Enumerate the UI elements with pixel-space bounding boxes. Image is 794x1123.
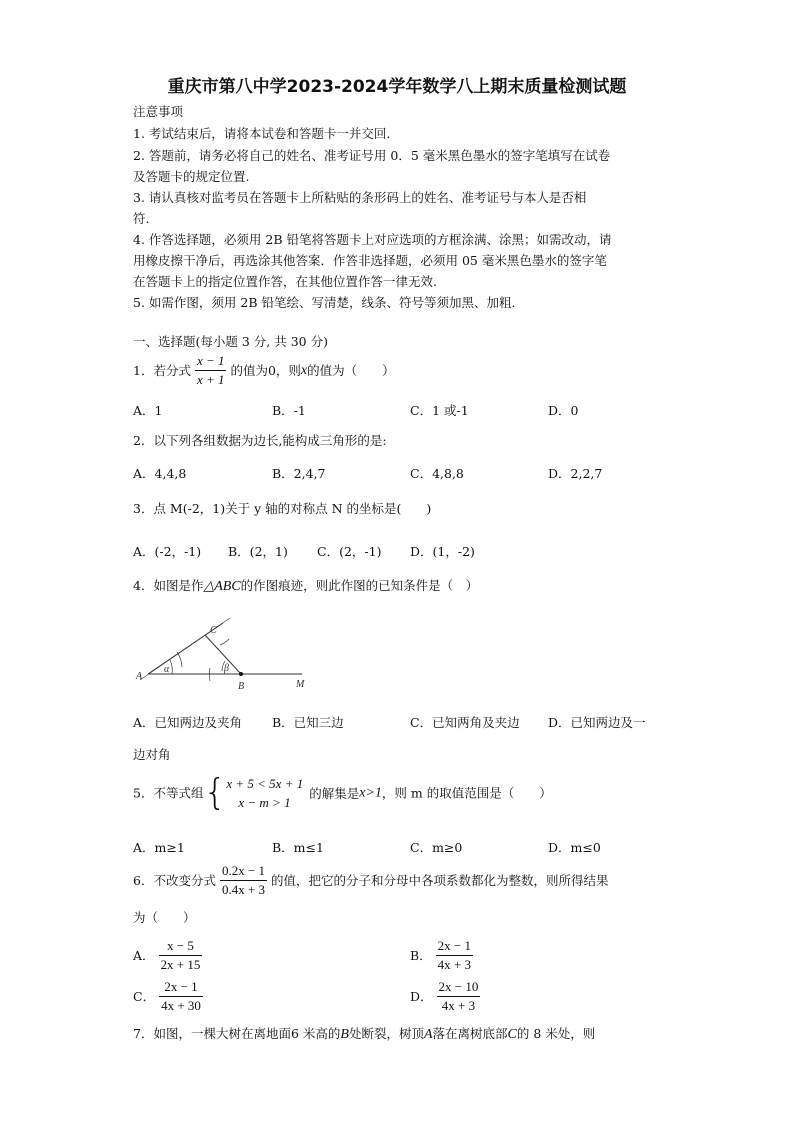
- label-beta: β: [224, 663, 229, 674]
- q4-triangle: △ABC: [203, 579, 241, 594]
- q7-text: 落在离树底部: [432, 1026, 508, 1041]
- question-6-cont: 为（ ）: [133, 910, 196, 925]
- option: B．2,4,7: [272, 466, 326, 481]
- notice-item: 用橡皮擦干净后，再选涂其他答案．作答非选择题，必须用 05 毫米黑色墨水的签字笔: [133, 253, 607, 268]
- option-label: A．: [133, 948, 155, 963]
- option: D．2,2,7: [548, 466, 603, 481]
- q5-text: 5．不等式组: [133, 785, 204, 801]
- option-label: D．: [410, 989, 433, 1004]
- notice-item: 及答题卡的规定位置.: [133, 169, 250, 184]
- q6-fraction: [220, 862, 267, 899]
- option-label: C．: [133, 989, 156, 1004]
- notice-item: 符.: [133, 211, 150, 226]
- option: A．1: [133, 403, 163, 418]
- q4-text: 4．如图是作: [133, 578, 204, 593]
- option: B．(2，1): [228, 544, 288, 559]
- option-label: B．: [410, 948, 432, 963]
- q5-text: 的解集是: [309, 785, 360, 801]
- q1-text: 的值为0，则: [230, 363, 301, 378]
- notice-item: 5. 如需作图，须用 2B 铅笔绘、写清楚，线条、符号等须加黑、加粗.: [133, 295, 516, 310]
- option: B．m≤1: [272, 840, 324, 855]
- numerator: 2x − 1: [159, 978, 203, 997]
- q1-var: x: [300, 363, 308, 378]
- construction-figure: [130, 605, 315, 700]
- option: B．已知三边: [272, 715, 344, 730]
- q6-text: 6．不改变分式: [133, 873, 216, 888]
- q7-text: 7．如图，一棵大树在离地面6 米高的: [133, 1026, 341, 1041]
- option: A．已知两边及夹角: [133, 715, 243, 730]
- question-4: [133, 577, 478, 595]
- option: C．1 或-1: [410, 403, 469, 418]
- option: A．4,4,8: [133, 466, 187, 481]
- option: D．0: [548, 403, 579, 418]
- question-7: [133, 1025, 595, 1043]
- option: A．m≥1: [133, 840, 185, 855]
- question-3: 3．点 M(-2，1)关于 y 轴的对称点 N 的坐标是( ): [133, 501, 432, 516]
- question-1: [133, 352, 395, 389]
- option: C．已知两角及夹边: [410, 715, 520, 730]
- notice-item: 2. 答题前，请务必将自己的姓名、准考证号用 0．5 毫米黑色墨水的签字笔填写在试卷: [133, 148, 611, 163]
- q5-text: ，则 m 的取值范围是（ ）: [381, 785, 552, 801]
- q7-point-c: C: [507, 1027, 517, 1042]
- notice-item: 1. 考试结束后，请将本试卷和答题卡一并交回.: [133, 126, 391, 141]
- label-B: B: [238, 681, 245, 692]
- question-6: [133, 862, 609, 899]
- q4-text: 的作图痕迹，则此作图的已知条件是（ ）: [240, 578, 479, 593]
- option-fraction: [159, 937, 203, 974]
- label-A: A: [136, 671, 143, 682]
- q7-point-a: A: [423, 1027, 433, 1042]
- option-b: [410, 937, 473, 974]
- label-M: M: [296, 679, 305, 690]
- option-continued: 边对角: [133, 747, 171, 762]
- q7-text: 处断裂，树顶: [348, 1026, 424, 1041]
- option-fraction: [436, 937, 473, 974]
- brace-symbol: {: [203, 772, 227, 813]
- q1-fraction: [195, 352, 227, 389]
- option: C．4,8,8: [410, 466, 464, 481]
- option: D．m≤0: [548, 840, 601, 855]
- q5-condition: x>1: [359, 785, 382, 801]
- option: C．(2，-1): [317, 544, 382, 559]
- q1-numerator: x − 1: [195, 352, 227, 371]
- option-c: [133, 978, 203, 1015]
- option-a: [133, 937, 202, 974]
- numerator: 2x − 10: [437, 978, 481, 997]
- numerator: x − 5: [159, 937, 203, 956]
- q6-text: 的值，把它的分子和分母中各项系数都化为整数，则所得结果: [271, 873, 609, 888]
- notice-item: 3. 请认真核对监考员在答题卡上所粘贴的条形码上的姓名、准考证号与本人是否相: [133, 190, 587, 205]
- numerator: 2x − 1: [436, 937, 473, 956]
- page-title: 重庆市第八中学2023-2024学年数学八上期末质量检测试题: [167, 77, 627, 97]
- q7-text: 的 8 米处，则: [516, 1026, 596, 1041]
- q6-numerator: 0.2x − 1: [220, 862, 267, 881]
- question-5: [133, 774, 552, 812]
- q1-denominator: x + 1: [196, 372, 225, 387]
- label-alpha: α: [164, 664, 170, 675]
- question-2: 2．以下列各组数据为边长,能构成三角形的是:: [133, 433, 387, 448]
- option-fraction: [159, 978, 203, 1015]
- q7-point-b: B: [340, 1027, 349, 1042]
- option: D．(1，-2): [410, 544, 475, 559]
- section-heading: 一、选择题(每小题 3 分, 共 30 分): [133, 334, 328, 349]
- option: C．m≥0: [410, 840, 463, 855]
- option: A．(-2，-1): [133, 544, 202, 559]
- label-C: C: [210, 625, 217, 636]
- option-d: [410, 978, 480, 1015]
- notice-item: 在答题卡上的指定位置作答，在其他位置作答一律无效.: [133, 274, 437, 289]
- q6-denominator: 0.4x + 3: [221, 882, 266, 897]
- notice-item: 4. 作答选择题，必须用 2B 铅笔将答题卡上对应选项的方框涂满、涂黑；如需改动，请: [133, 232, 612, 247]
- inequality-2: x − m > 1: [238, 795, 291, 810]
- option: D．已知两边及一: [548, 715, 646, 730]
- notice-heading: 注意事项: [133, 104, 184, 119]
- q1-text: 的值为（ ）: [307, 363, 395, 378]
- denominator: 4x + 30: [161, 998, 201, 1013]
- denominator: 4x + 3: [437, 957, 472, 972]
- inequality-1: x + 5 < 5x + 1: [226, 776, 304, 791]
- q1-text: 1．若分式: [133, 363, 191, 378]
- denominator: 4x + 3: [441, 998, 476, 1013]
- inequality-system: [226, 774, 303, 812]
- option-fraction: [437, 978, 481, 1015]
- denominator: 2x + 15: [160, 957, 201, 972]
- option: B．-1: [272, 403, 306, 418]
